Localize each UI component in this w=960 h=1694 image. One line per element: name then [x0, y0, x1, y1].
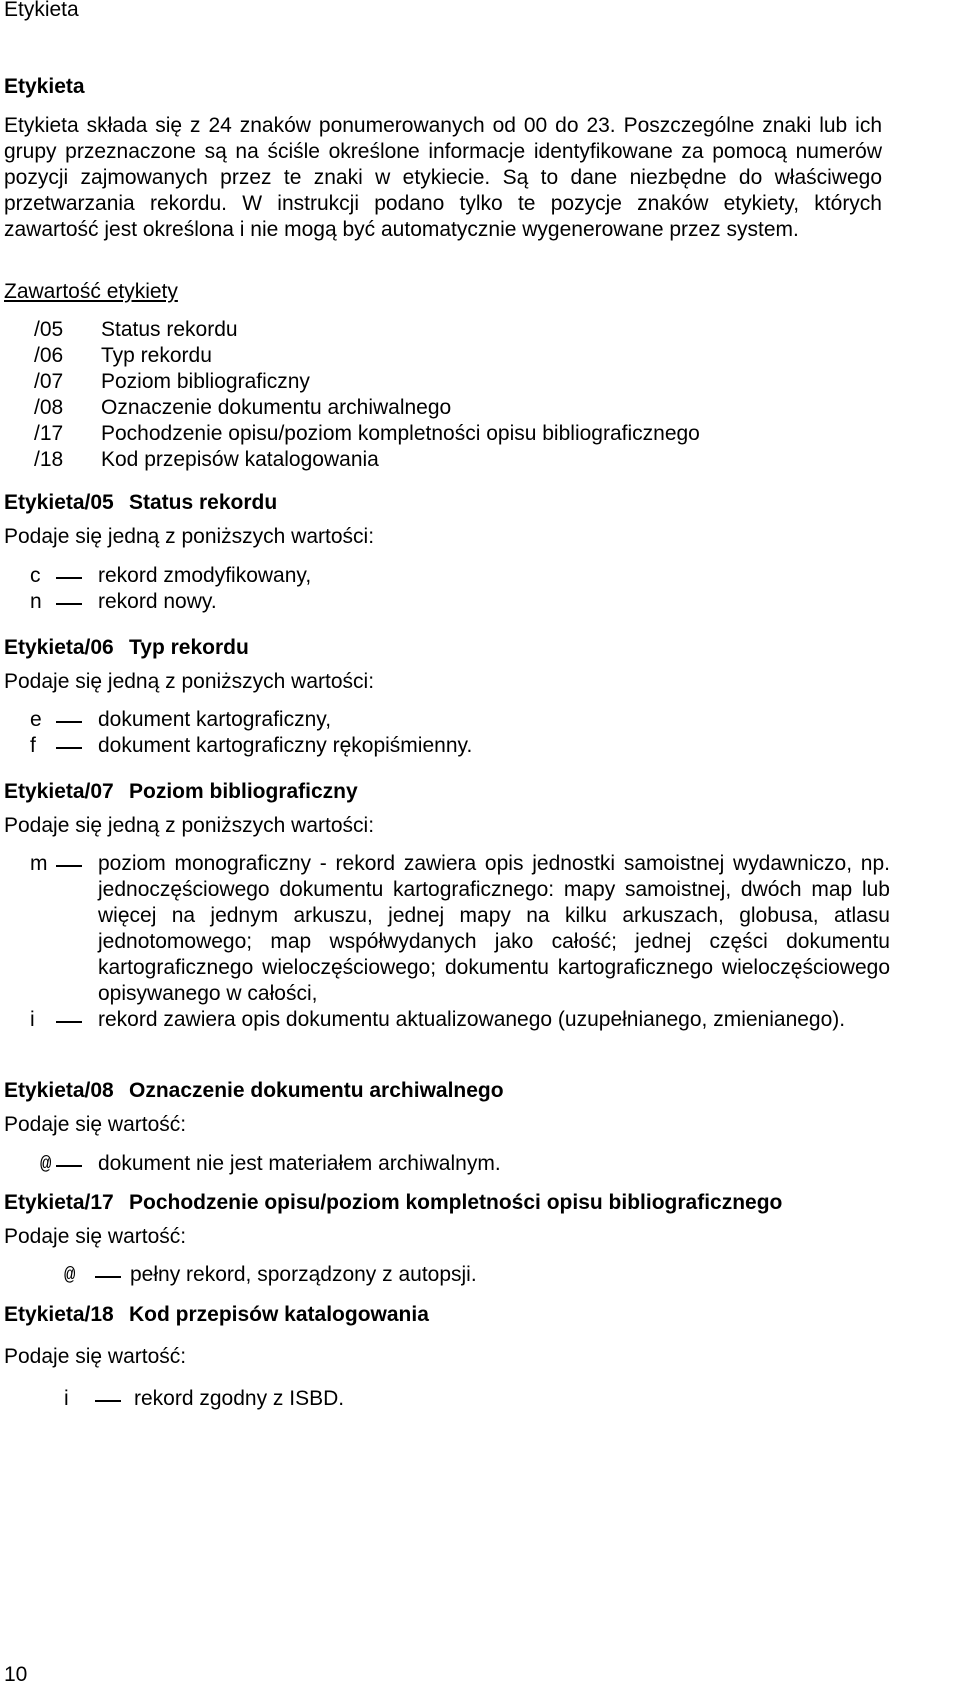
- contents-item-label: Status rekordu: [101, 318, 238, 341]
- section-intro: Podaje się jedną z poniższych wartości:: [4, 814, 375, 837]
- contents-item-code: /17: [34, 422, 64, 445]
- section-intro: Podaje się wartość:: [4, 1113, 187, 1136]
- contents-item-code: /06: [34, 344, 64, 367]
- contents-item-label: Kod przepisów katalogowania: [101, 448, 379, 471]
- page-title: Etykieta: [4, 75, 85, 98]
- contents-item-code: /08: [34, 396, 64, 419]
- contents-heading: Zawartość etykiety: [4, 280, 178, 303]
- value-item: [64, 1386, 924, 1412]
- value-text: rekord nowy.: [98, 590, 217, 613]
- value-text: poziom monograficzny - rekord zawiera opis jednostki samoistnej wydawniczo, np. jednoczęściowego dokumentu kartograficznego: mapy samoistnej, dwóch map lub więcej na jednym arkuszu, jednej mapy na kilku arkuszach, globusa, atlasu jednotomowego; map współwydanych jako całość; jednej części dokumentu kartograficznego wieloczęściowego; dokumentu kartograficznego wieloczęściowego opisywanego w całości,: [98, 852, 890, 1005]
- section-title: Poziom bibliograficzny: [129, 780, 358, 803]
- value-code: n: [30, 590, 42, 613]
- value-code: i: [30, 1008, 35, 1031]
- value-item: [30, 1007, 890, 1059]
- section-heading: [4, 490, 277, 516]
- section-code: Etykieta/05: [4, 491, 114, 514]
- contents-item-label: Oznaczenie dokumentu archiwalnego: [101, 396, 452, 419]
- value-text: dokument nie jest materiałem archiwalnym.: [98, 1152, 501, 1175]
- section-code: Etykieta/06: [4, 636, 114, 659]
- dash-icon: [56, 603, 82, 605]
- section-title: Typ rekordu: [129, 636, 249, 659]
- section-code: Etykieta/08: [4, 1079, 114, 1102]
- contents-item-label: Typ rekordu: [101, 344, 212, 367]
- value-code: m: [30, 852, 48, 875]
- section-heading: [4, 779, 358, 805]
- value-text: dokument kartograficzny rękopiśmienny.: [98, 734, 473, 757]
- section-heading: [4, 1078, 504, 1104]
- section-title: Status rekordu: [129, 491, 278, 514]
- section-code: Etykieta/18: [4, 1303, 114, 1326]
- value-item: [30, 563, 890, 589]
- value-code: @: [64, 1264, 76, 1286]
- dash-icon: [56, 865, 82, 867]
- value-text: rekord zmodyfikowany,: [98, 564, 312, 587]
- dash-icon: [95, 1276, 121, 1278]
- value-text: dokument kartograficzny,: [98, 708, 332, 731]
- page-number: 10: [4, 1663, 28, 1686]
- section-intro: Podaje się wartość:: [4, 1345, 187, 1368]
- value-item: [30, 707, 890, 733]
- value-code: e: [30, 708, 42, 731]
- section-heading: [4, 1302, 429, 1328]
- dash-icon: [95, 1400, 121, 1402]
- contents-item-code: /07: [34, 370, 64, 393]
- section-title: Oznaczenie dokumentu archiwalnego: [129, 1079, 504, 1102]
- value-code: i: [64, 1387, 69, 1410]
- value-item: [64, 1262, 924, 1288]
- section-heading: [4, 635, 249, 661]
- section-heading: [4, 1190, 782, 1216]
- dash-icon: [56, 577, 82, 579]
- value-code: f: [30, 734, 36, 757]
- section-intro: Podaje się wartość:: [4, 1225, 187, 1248]
- contents-item-label: Pochodzenie opisu/poziom kompletności opisu bibliograficznego: [101, 422, 700, 445]
- section-title: Kod przepisów katalogowania: [129, 1303, 429, 1326]
- value-item: [30, 733, 890, 759]
- dash-icon: [56, 1021, 82, 1023]
- value-item: [30, 851, 890, 1007]
- contents-item-code: /05: [34, 318, 64, 341]
- dash-icon: [56, 721, 82, 723]
- value-text: pełny rekord, sporządzony z autopsji.: [130, 1263, 477, 1286]
- page-header-title: Etykieta: [4, 0, 79, 21]
- dash-icon: [56, 747, 82, 749]
- section-code: Etykieta/07: [4, 780, 114, 803]
- value-text: rekord zgodny z ISBD.: [134, 1387, 345, 1410]
- value-item: [30, 589, 890, 615]
- dash-icon: [56, 1165, 82, 1167]
- value-code: c: [30, 564, 41, 587]
- section-title: Pochodzenie opisu/poziom kompletności opisu bibliograficznego: [129, 1191, 783, 1214]
- contents-item-code: /18: [34, 448, 64, 471]
- value-text: rekord zawiera opis dokumentu aktualizowanego (uzupełnianego, zmienianego).: [98, 1008, 846, 1031]
- value-code: @: [40, 1153, 52, 1175]
- intro-paragraph: Etykieta składa się z 24 znaków ponumerowanych od 00 do 23. Poszczególne znaki lub ich grupy przeznaczone są na ściśle określone informacje identyfikowane za pomocą numerów pozycji zajmowanych przez te znaki w etykiecie. Są to dane niezbędne do właściwego przetwarzania rekordu. W instrukcji podano tylko te pozycje znaków etykiety, których zawartość jest określona i nie mogą być automatycznie wygenerowane przez system.: [4, 114, 882, 241]
- value-item: [40, 1151, 900, 1177]
- section-intro: Podaje się jedną z poniższych wartości:: [4, 525, 375, 548]
- section-intro: Podaje się jedną z poniższych wartości:: [4, 670, 375, 693]
- section-code: Etykieta/17: [4, 1191, 114, 1214]
- contents-item-label: Poziom bibliograficzny: [101, 370, 310, 393]
